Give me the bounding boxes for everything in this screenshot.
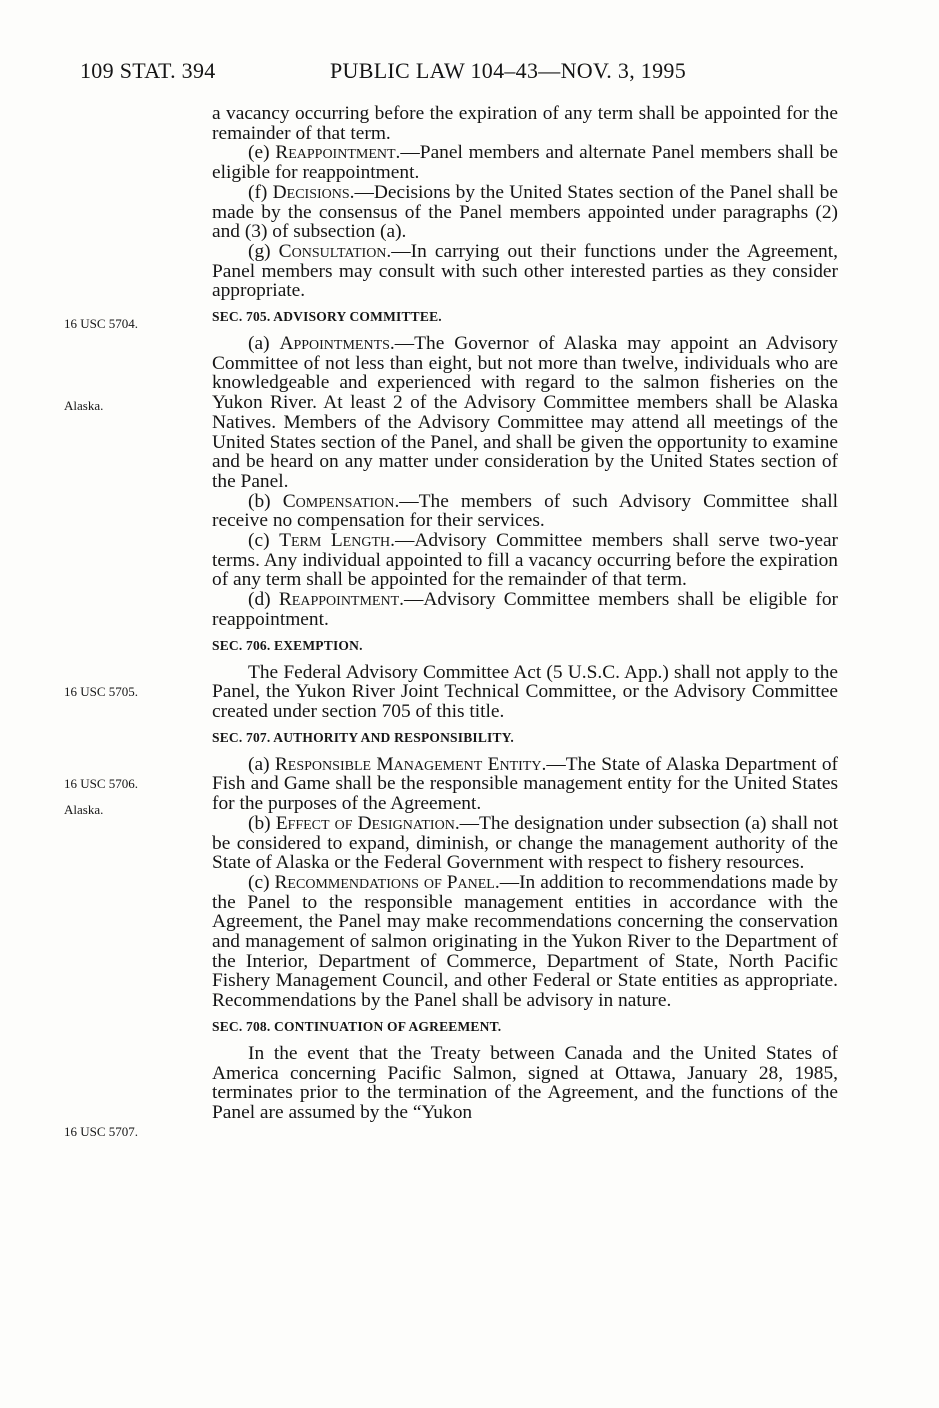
section-707-b-effect-of-designation: (b) Effect of Designation.—The designation under subsection (a) shall not be considered to expand, diminish, or change the management authority of the State of Alaska or the Federal Government with respect to fishery resources.	[212, 812, 838, 874]
margin-note-usc-5706: 16 USC 5706.	[64, 776, 139, 791]
section-707-a-responsible-entity: (a) Responsible Management Entity.—The State of Alaska Department of Fish and Game shall be the responsible management entity for the United States for the purposes of the Agreement.	[212, 753, 838, 815]
section-705-b-compensation: (b) Compensation.—The members of such Advisory Committee shall receive no compensation for their services.	[212, 490, 838, 532]
section-705-d-reappointment: (d) Reappointment.—Advisory Committee members shall be eligible for reappointment.	[212, 589, 838, 630]
paragraph-g-consultation: (g) Consultation.—In carrying out their functions under the Agreement, Panel members may consult with such other interested parties as they consider appropriate.	[212, 240, 838, 302]
page-body	[212, 104, 838, 1123]
page-header-stat: 109 STAT. 394	[80, 58, 216, 83]
margin-note-usc-5707: 16 USC 5707.	[64, 1124, 139, 1139]
section-708-heading: SEC. 708. CONTINUATION OF AGREEMENT.	[212, 1018, 502, 1034]
margin-note-alaska: Alaska.	[64, 398, 104, 413]
paragraph-continued: a vacancy occurring before the expiration of any term shall be appointed for the remainder of that term.	[212, 103, 838, 144]
section-707-c-recommendations: (c) Recommendations of Panel.—In addition to recommendations made by the Panel to the responsible management entities in accordance with the Agreement, the Panel may make recommendations concerning the conservation and management of salmon originating in the Yukon River to the Department of the Interior, Department of Commerce, Department of State, North Pacific Fishery Management Council, and other Federal or State entities as appropriate. Recommendations by the Panel shall be advisory in nature.	[212, 871, 838, 1012]
page-header-law: PUBLIC LAW 104–43—NOV. 3, 1995	[330, 58, 686, 83]
section-705-heading: SEC. 705. ADVISORY COMMITTEE.	[212, 309, 442, 325]
paragraph-f-decisions: (f) Decisions.—Decisions by the United States section of the Panel shall be made by the consensus of the Panel members appointed under paragraphs (2) and (3) of subsection (a).	[212, 181, 838, 243]
section-706-heading: SEC. 706. EXEMPTION.	[212, 637, 363, 653]
margin-note-usc-5705: 16 USC 5705.	[64, 684, 139, 699]
paragraph-e-reappointment: (e) Reappointment.—Panel members and alternate Panel members shall be eligible for reappointment.	[212, 142, 838, 184]
section-705-a-appointments: (a) Appointments.—The Governor of Alaska may appoint an Advisory Committee of not less than eight, but not more than twelve, individuals who are knowledgeable and experienced with regard to the salmon fisheries on the Yukon River. At least 2 of the Advisory Committee members shall be Alaska Natives. Members of the Advisory Committee may attend all meetings of the United States section of the Panel, and shall be given the opportunity to examine and be heard on any matter under consideration by the United States section of the Panel.	[212, 333, 838, 492]
section-707-heading: SEC. 707. AUTHORITY AND RESPONSIBILITY.	[212, 729, 515, 745]
section-705-c-term-length: (c) Term Length.—Advisory Committee members shall serve two-year terms. Any individual appointed to fill a vacancy occurring before the expiration of any term shall be appointed for the remainder of that term.	[212, 530, 839, 591]
margin-note-alaska-2: Alaska.	[64, 802, 104, 817]
section-706-text: The Federal Advisory Committee Act (5 U.S.C. App.) shall not apply to the Panel, the Yukon River Joint Technical Committee, or the Advisory Committee created under section 705 of this title.	[212, 661, 838, 722]
section-708-text: In the event that the Treaty between Canada and the United States of America concerning Pacific Salmon, signed at Ottawa, January 28, 1985, terminates prior to the termination of the Agreement, and the functions of the Panel are assumed by the “Yukon	[212, 1042, 838, 1123]
margin-note-usc-5704: 16 USC 5704.	[64, 316, 139, 331]
